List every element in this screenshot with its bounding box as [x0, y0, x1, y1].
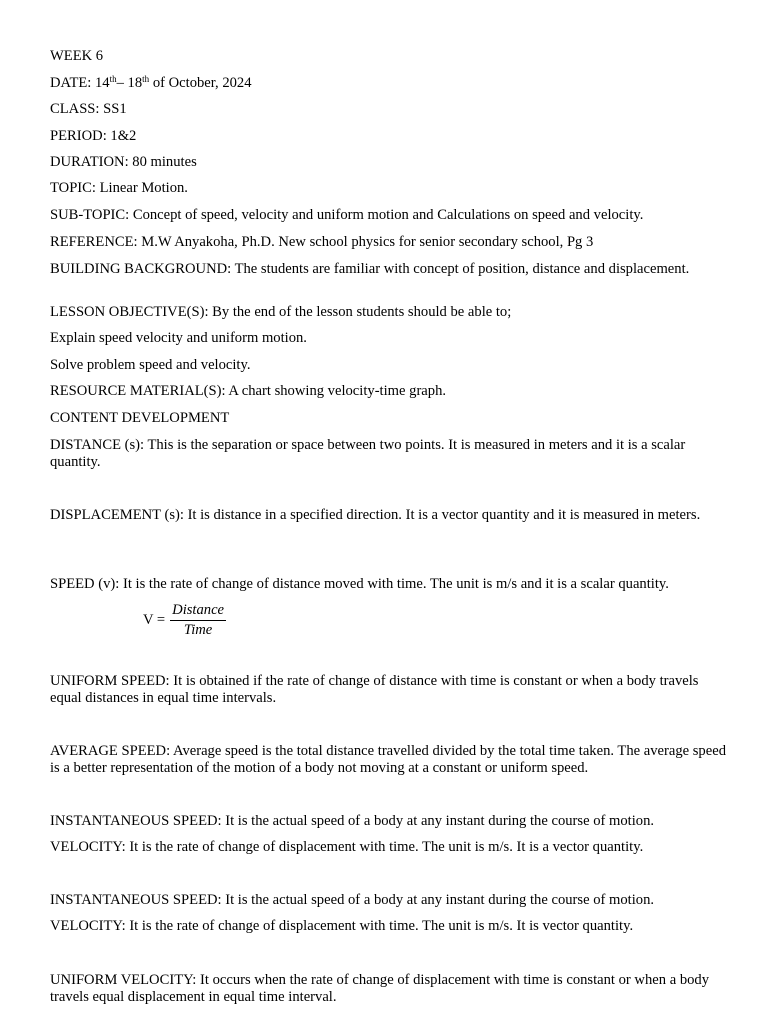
formula-numerator: Distance [170, 602, 226, 621]
average-speed-definition: AVERAGE SPEED: Average speed is the total distance travelled divided by the total time taken. The average speed is a better representation of the motion of a body not moving at a constant or uniform speed. [50, 743, 726, 776]
velocity-definition-repeat: VELOCITY: It is the rate of change of displacement with time. The unit is m/s. It is vector quantity. [50, 918, 634, 934]
uniform-speed-definition: UNIFORM SPEED: It is obtained if the rate of change of distance with time is constant or when a body travels equal distances in equal time intervals. [50, 673, 699, 706]
speed-formula [143, 600, 226, 640]
formula-fraction [170, 602, 226, 639]
formula-denominator: Time [183, 621, 213, 638]
objective-item: Solve problem speed and velocity. [50, 357, 251, 373]
content-development-heading: CONTENT DEVELOPMENT [50, 410, 230, 426]
building-background-paragraph: BUILDING BACKGROUND: The students are familiar with concept of position, distance and displacement. [50, 261, 690, 277]
week-label: WEEK 6 [50, 48, 104, 64]
topic-line: TOPIC: Linear Motion. [50, 180, 188, 196]
lesson-objectives-line: LESSON OBJECTIVE(S): By the end of the lesson students should be able to; [50, 304, 512, 320]
date-middle: – 18 [116, 75, 143, 91]
formula-lhs: V = [143, 611, 166, 628]
distance-definition: DISTANCE (s): This is the separation or space between two points. It is measured in meters and it is a scalar quantity. [50, 437, 686, 470]
velocity-definition: VELOCITY: It is the rate of change of displacement with time. The unit is m/s. It is a vector quantity. [50, 839, 644, 855]
date-suffix: of October, 2024 [149, 75, 252, 91]
date-prefix: DATE: 14 [50, 75, 110, 91]
date-superscript-end: th [142, 74, 150, 84]
objective-item: Explain speed velocity and uniform motion. [50, 330, 307, 346]
instantaneous-speed-definition-repeat: INSTANTANEOUS SPEED: It is the actual speed of a body at any instant during the course of motion. [50, 892, 655, 908]
period-line: PERIOD: 1&2 [50, 128, 137, 144]
displacement-definition: DISPLACEMENT (s): It is distance in a specified direction. It is a vector quantity and it is measured in meters. [50, 507, 701, 523]
resource-materials-line: RESOURCE MATERIAL(S): A chart showing velocity-time graph. [50, 383, 447, 399]
class-line: CLASS: SS1 [50, 101, 127, 117]
date-superscript-start: th [109, 74, 117, 84]
uniform-velocity-definition: UNIFORM VELOCITY: It occurs when the rate of change of displacement with time is constant or when a body travels equal displacement in equal time interval. [50, 972, 710, 1005]
date-line [50, 75, 730, 92]
sub-topic-line: SUB-TOPIC: Concept of speed, velocity and uniform motion and Calculations on speed and velocity. [50, 207, 644, 223]
instantaneous-speed-definition: INSTANTANEOUS SPEED: It is the actual speed of a body at any instant during the course of motion. [50, 813, 655, 829]
duration-line: DURATION: 80 minutes [50, 154, 197, 170]
speed-definition: SPEED (v): It is the rate of change of distance moved with time. The unit is m/s and it is a scalar quantity. [50, 576, 669, 592]
reference-line: REFERENCE: M.W Anyakoha, Ph.D. New school physics for senior secondary school, Pg 3 [50, 234, 594, 250]
